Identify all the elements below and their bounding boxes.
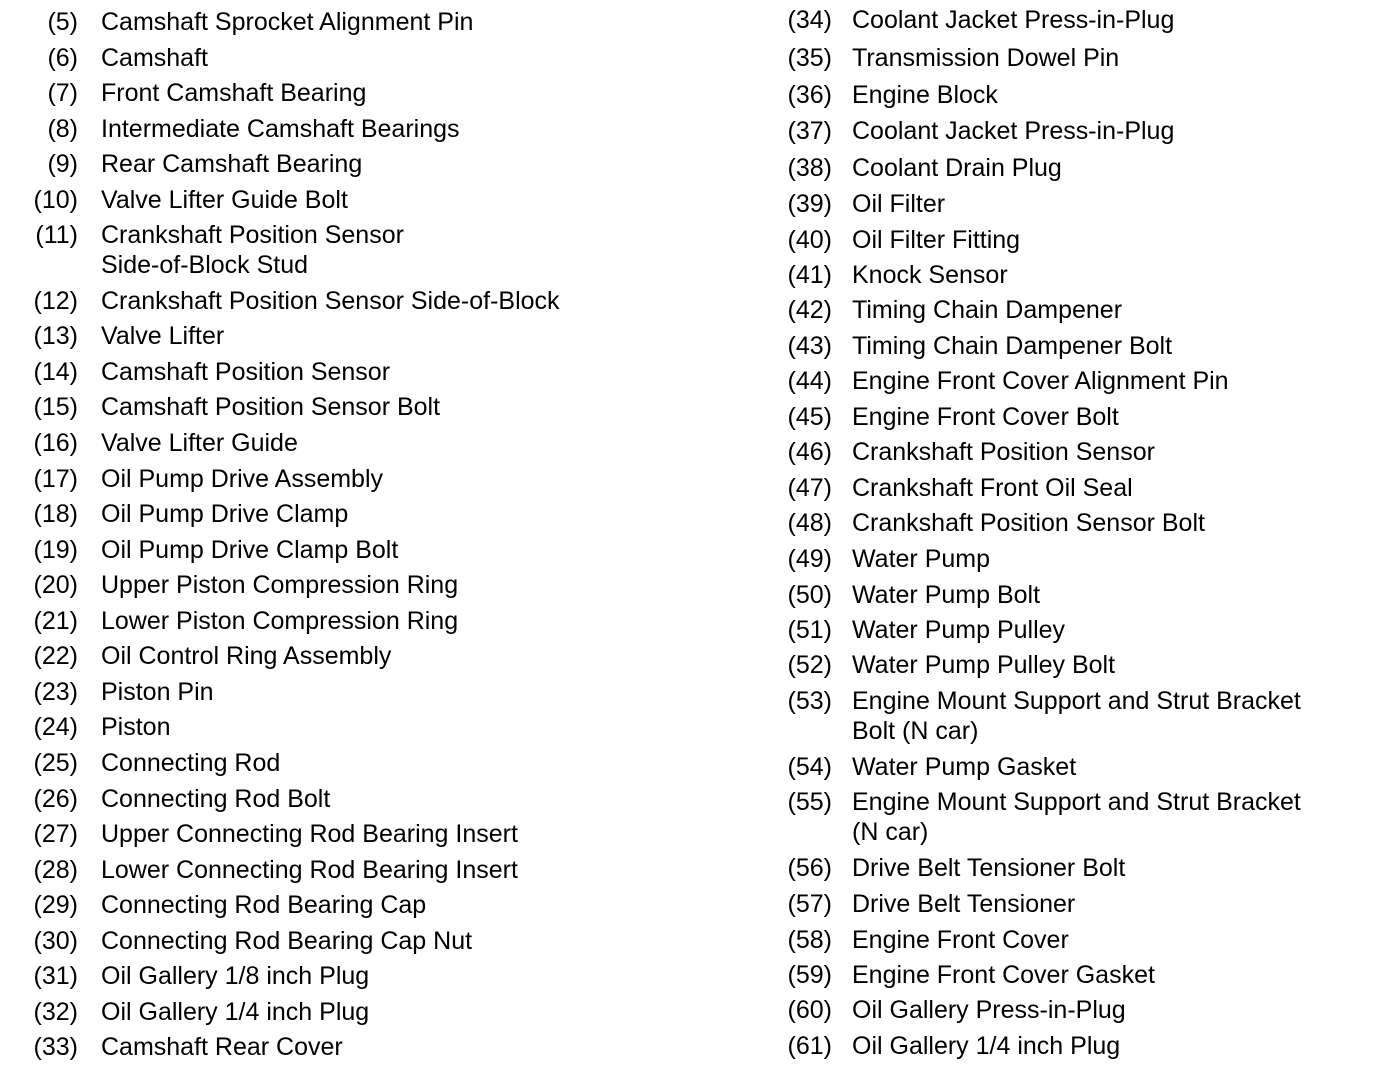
legend-label: Oil Pump Drive Clamp <box>101 500 349 528</box>
legend-label: Engine Front Cover Alignment Pin <box>852 367 1229 395</box>
legend-label: Engine Mount Support and Strut Bracket <box>852 788 1301 816</box>
legend-number: (49) <box>787 545 832 573</box>
legend-label: Timing Chain Dampener <box>852 296 1123 324</box>
legend-label: Engine Block <box>852 81 998 109</box>
legend-label: Knock Sensor <box>852 261 1008 289</box>
legend-label: Oil Pump Drive Clamp Bolt <box>101 536 399 564</box>
legend-label: Camshaft Sprocket Alignment Pin <box>101 8 474 36</box>
legend-label: Water Pump Bolt <box>852 581 1041 609</box>
legend-label: Engine Mount Support and Strut Bracket <box>852 687 1301 715</box>
legend-label-continuation: (N car) <box>852 818 929 846</box>
legend-number: (55) <box>787 788 832 816</box>
legend-number: (61) <box>787 1032 832 1060</box>
legend-number: (43) <box>787 332 832 360</box>
legend-number: (22) <box>33 642 78 670</box>
legend-number: (27) <box>33 820 78 848</box>
legend-label: Timing Chain Dampener Bolt <box>852 332 1173 360</box>
legend-label: Camshaft Position Sensor <box>101 358 391 386</box>
legend-number: (59) <box>787 961 832 989</box>
legend-number: (8) <box>47 115 78 143</box>
legend-label: Camshaft Position Sensor Bolt <box>101 393 441 421</box>
legend-label: Crankshaft Position Sensor Bolt <box>852 509 1205 537</box>
legend-number: (15) <box>33 393 78 421</box>
legend-label: Upper Connecting Rod Bearing Insert <box>101 820 518 848</box>
legend-number: (13) <box>33 322 78 350</box>
legend-label: Oil Filter Fitting <box>852 226 1021 254</box>
legend-number: (19) <box>33 536 78 564</box>
legend-number: (38) <box>787 154 832 182</box>
legend-label: Engine Front Cover Gasket <box>852 961 1155 989</box>
legend-label: Drive Belt Tensioner Bolt <box>852 854 1126 882</box>
legend-label-continuation: Side-of-Block Stud <box>101 251 309 279</box>
legend-label: Oil Gallery Press-in-Plug <box>852 996 1126 1024</box>
legend-label: Valve Lifter Guide <box>101 429 298 457</box>
legend-number: (40) <box>787 226 832 254</box>
legend-label: Camshaft Rear Cover <box>101 1033 343 1061</box>
legend-label: Connecting Rod Bolt <box>101 785 331 813</box>
legend-label: Oil Filter <box>852 190 946 218</box>
legend-number: (52) <box>787 651 832 679</box>
legend-label: Oil Pump Drive Assembly <box>101 465 384 493</box>
legend-number: (23) <box>33 678 78 706</box>
legend-label: Oil Control Ring Assembly <box>101 642 392 670</box>
legend-number: (46) <box>787 438 832 466</box>
legend-number: (6) <box>47 44 78 72</box>
legend-number: (54) <box>787 753 832 781</box>
legend-label: Intermediate Camshaft Bearings <box>101 115 460 143</box>
legend-label: Rear Camshaft Bearing <box>101 150 363 178</box>
legend-label: Coolant Jacket Press-in-Plug <box>852 117 1175 145</box>
legend-number: (10) <box>33 186 78 214</box>
legend-label-continuation: Bolt (N car) <box>852 717 979 745</box>
legend-label: Connecting Rod <box>101 749 281 777</box>
legend-label: Drive Belt Tensioner <box>852 890 1076 918</box>
legend-label: Oil Gallery 1/4 inch Plug <box>101 998 370 1026</box>
legend-label: Lower Connecting Rod Bearing Insert <box>101 856 518 884</box>
legend-number: (57) <box>787 890 832 918</box>
legend-number: (31) <box>33 962 78 990</box>
legend-label: Engine Front Cover Bolt <box>852 403 1119 431</box>
legend-number: (17) <box>33 465 78 493</box>
legend-number: (47) <box>787 474 832 502</box>
legend-number: (26) <box>33 785 78 813</box>
legend-number: (18) <box>33 500 78 528</box>
legend-label: Transmission Dowel Pin <box>852 44 1120 72</box>
legend-label: Piston Pin <box>101 678 214 706</box>
legend-number: (45) <box>787 403 832 431</box>
legend-number: (9) <box>47 150 78 178</box>
legend-label: Upper Piston Compression Ring <box>101 571 459 599</box>
legend-number: (11) <box>35 221 78 249</box>
legend-label: Oil Gallery 1/4 inch Plug <box>852 1032 1121 1060</box>
legend-label: Valve Lifter <box>101 322 225 350</box>
legend-number: (37) <box>787 117 832 145</box>
legend-number: (7) <box>47 79 78 107</box>
legend-number: (21) <box>33 607 78 635</box>
legend-number: (28) <box>33 856 78 884</box>
legend-number: (42) <box>787 296 832 324</box>
legend-label: Coolant Jacket Press-in-Plug <box>852 6 1175 34</box>
legend-number: (33) <box>33 1033 78 1061</box>
legend-number: (29) <box>33 891 78 919</box>
legend-label: Crankshaft Position Sensor <box>852 438 1155 466</box>
legend-number: (5) <box>47 8 78 36</box>
legend-label: Water Pump Pulley Bolt <box>852 651 1116 679</box>
legend-number: (50) <box>787 581 832 609</box>
legend-label: Water Pump Pulley <box>852 616 1066 644</box>
legend-label: Connecting Rod Bearing Cap Nut <box>101 927 473 955</box>
legend-number: (41) <box>787 261 832 289</box>
legend-label: Crankshaft Position Sensor <box>101 221 404 249</box>
legend-number: (60) <box>787 996 832 1024</box>
legend-number: (53) <box>787 687 832 715</box>
legend-label: Front Camshaft Bearing <box>101 79 367 107</box>
legend-number: (30) <box>33 927 78 955</box>
legend-number: (34) <box>787 6 832 34</box>
legend-label: Crankshaft Position Sensor Side-of-Block <box>101 287 560 315</box>
legend-label: Valve Lifter Guide Bolt <box>101 186 348 214</box>
legend-number: (24) <box>33 713 78 741</box>
legend-number: (32) <box>33 998 78 1026</box>
legend-number: (39) <box>787 190 832 218</box>
legend-label: Connecting Rod Bearing Cap <box>101 891 427 919</box>
legend-number: (20) <box>33 571 78 599</box>
legend-label: Engine Front Cover <box>852 926 1069 954</box>
legend-label: Camshaft <box>101 44 208 72</box>
legend-number: (44) <box>787 367 832 395</box>
legend-label: Water Pump <box>852 545 991 573</box>
legend-number: (48) <box>787 509 832 537</box>
legend-label: Piston <box>101 713 171 741</box>
legend-number: (58) <box>787 926 832 954</box>
legend-label: Coolant Drain Plug <box>852 154 1062 182</box>
legend-number: (51) <box>787 616 832 644</box>
legend-number: (25) <box>33 749 78 777</box>
legend-number: (35) <box>787 44 832 72</box>
legend-label: Crankshaft Front Oil Seal <box>852 474 1133 502</box>
legend-number: (16) <box>33 429 78 457</box>
legend-label: Lower Piston Compression Ring <box>101 607 459 635</box>
legend-number: (36) <box>787 81 832 109</box>
legend-label: Water Pump Gasket <box>852 753 1077 781</box>
legend-label: Oil Gallery 1/8 inch Plug <box>101 962 370 990</box>
legend-number: (56) <box>787 854 832 882</box>
legend-number: (12) <box>33 287 78 315</box>
legend-number: (14) <box>33 358 78 386</box>
